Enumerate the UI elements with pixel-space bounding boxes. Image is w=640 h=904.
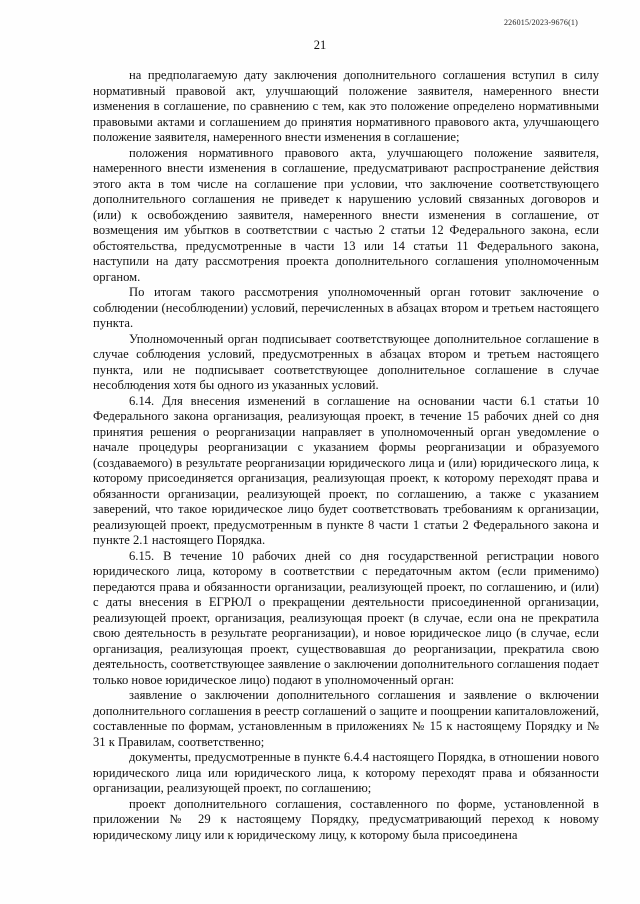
paragraph: на предполагаемую дату заключения дополнительного соглашения вступил в силу нормативный правовой акт, улучшающий положение заявителя, намеренного внести изменения в соглашение, по сравнению с тем, как это положение определено нормативными правовыми актами и соглашением до принятия нормативного правового акта, улучшающего положение заявителя, намеренного внести изменения в соглашение; xyxy=(93,68,599,144)
paragraph: Уполномоченный орган подписывает соответствующее дополнительное соглашение в случае соблюдения условий, предусмотренных в абзацах втором и третьем настоящего пункта, или не подписывает соответствующее дополнительное соглашение в случае несоблюдения хотя бы одного из указанных условий. xyxy=(93,331,599,392)
paragraph: положения нормативного правового акта, улучшающего положение заявителя, намеренного внести изменения в соглашение, предусматривают распространение действия этого акта в том числе на соглашение при условии, что заключение соответствующего дополнительного соглашения не приведет к нарушению условий связанных договоров и (или) к освобождению заявителя, намеренного внести изменения в соглашение, от возмещения им убытков в соответствии с частью 2 статьи 12 Федерального закона, если обстоятельства, предусмотренные в части 13 или 14 статьи 11 Федерального закона, наступили на дату рассмотрения проекта дополнительного соглашения уполномоченным органом. xyxy=(93,145,599,284)
document-body xyxy=(93,68,599,888)
paragraph: 6.15. В течение 10 рабочих дней со дня государственной регистрации нового юридического лица, которому в соответствии с передаточным актом (если применимо) передаются права и обязанности организации, реализующей проект, по соглашению, и (или) с даты внесения в ЕГРЮЛ о прекращении деятельности присоединенной организации, реализующей проект, организация, реализующая проект (в случае, если она не прекратила свою деятельность в результате реорганизации), и новое юридическое лицо (в случае, если организация, реализующая проект, существовавшая до реорганизации, прекратила свою деятельность, соответствующее заявление о заключении дополнительного соглашения подает только новое юридическое лицо) подают в уполномоченный орган: xyxy=(93,548,599,687)
paragraph: проект дополнительного соглашения, составленного по форме, установленной в приложении № 29 к настоящему Порядку, предусматривающий переход к новому юридическому лицу или к юридическому лицу, к которому была присоединена xyxy=(93,796,599,842)
paragraph: документы, предусмотренные в пункте 6.4.4 настоящего Порядка, в отношении нового юридического лица или юридического лица, к которому переходят права и обязанности организации, реализующей проект, по соглашению; xyxy=(93,750,599,795)
paragraph: По итогам такого рассмотрения уполномоченный орган готовит заключение о соблюдении (несоблюдении) условий, перечисленных в абзацах втором и третьем настоящего пункта. xyxy=(93,285,599,330)
paragraph: заявление о заключении дополнительного соглашения и заявление о включении дополнительного соглашения в реестр соглашений о защите и поощрении капиталовложений, составленные по формам, установленным в приложениях № 15 к настоящему Порядку и № 31 к Правилам, соответственно; xyxy=(93,688,599,749)
page-number: 21 xyxy=(313,38,327,52)
document-id: 226015/2023-9676(1) xyxy=(503,18,578,27)
paragraph: 6.14. Для внесения изменений в соглашение на основании части 6.1 статьи 10 Федерального закона организация, реализующая проект, в течение 15 рабочих дней со дня принятия решения о реорганизации направляет в уполномоченный орган уведомление о начале процедуры реорганизации с указанием формы реорганизации и образуемого (создаваемого) в результате реорганизации юридического лица и (или) юридического лица, к которому присоединяется организация, реализующая проект, к которому переходят права и обязанности организации, реализующей проект, по соглашению, а также с указанием заверений, что такое юридическое лицо будет соответствовать требованиям к организации, реализующей проект, предусмотренным в пункте 8 части 1 статьи 2 Федерального закона и пункте 2.1 настоящего Порядка. xyxy=(93,393,599,547)
